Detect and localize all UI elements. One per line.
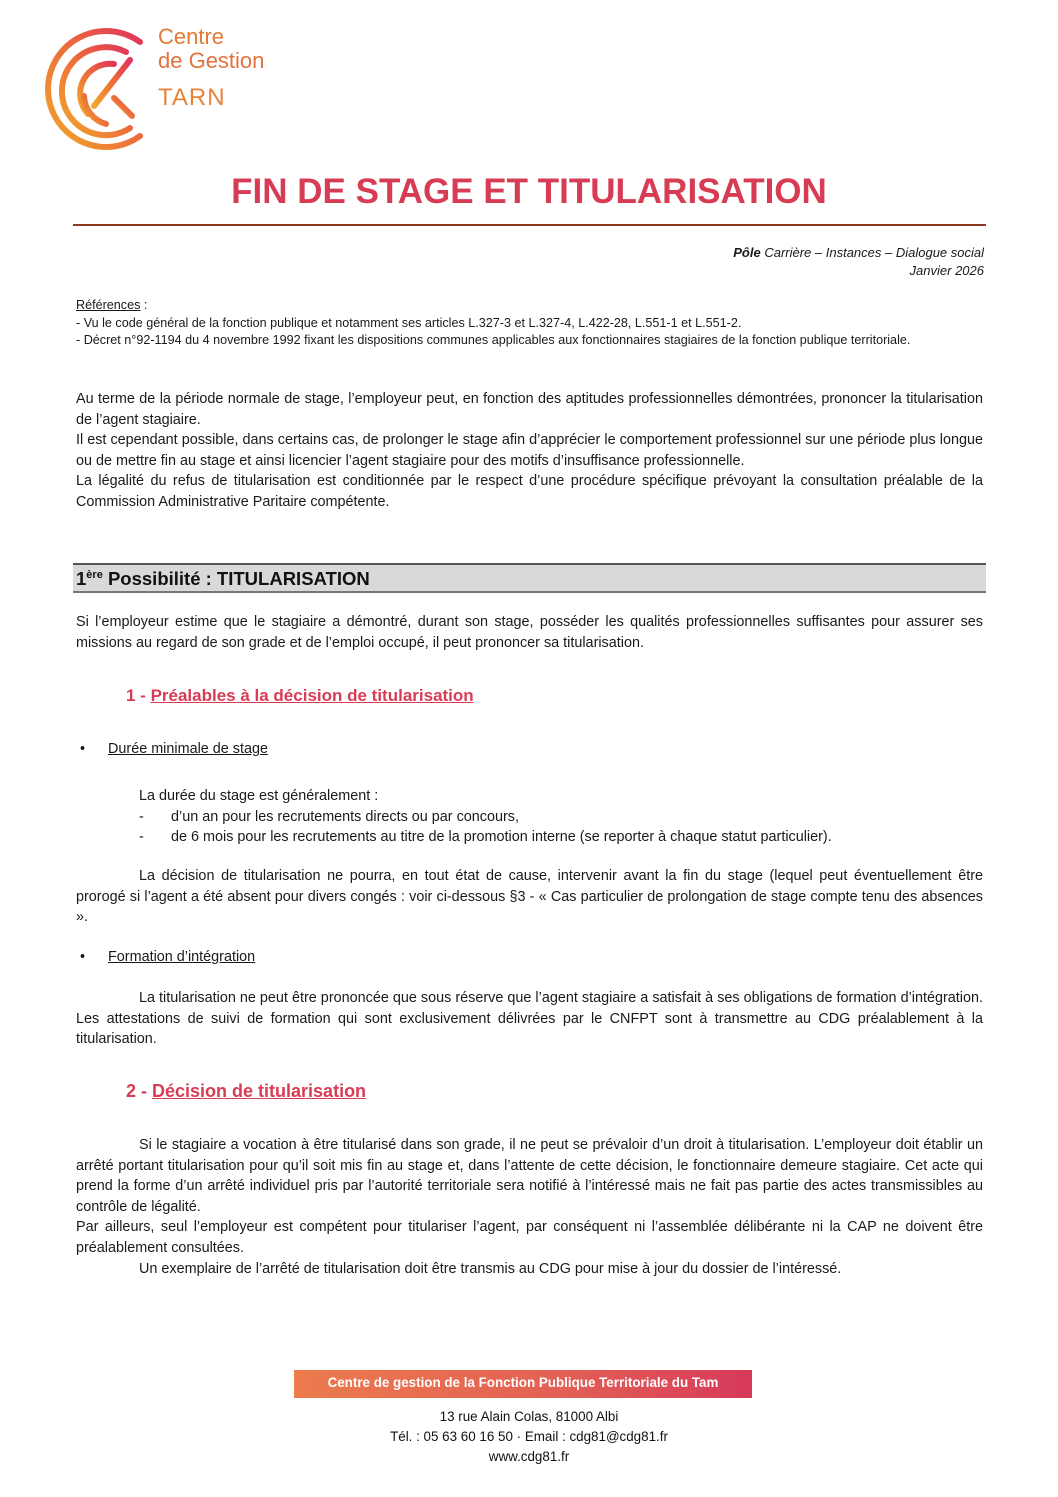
- pole-name: Carrière – Instances – Dialogue social: [760, 245, 984, 260]
- bullet-icon: •: [80, 741, 86, 757]
- logo-line-1: Centre: [158, 24, 225, 49]
- logo-c-emblem-icon: [44, 24, 154, 152]
- dash-icon: -: [139, 808, 144, 825]
- duration-lead: La durée du stage est généralement :: [139, 788, 379, 804]
- bullet-duree-minimale: [80, 741, 268, 757]
- duration-note-text: La décision de titularisation ne pourra, en tout état de cause, intervenir avant la fin du stage (lequel peut éventuellement être prorogé si l’agent a été absent pour divers congés : voir ci-dessous §3 - « Cas particulier de prolongation de stage compte tenu des absences ».: [76, 868, 983, 926]
- duration-item: d’un an pour les recrutements directs ou par concours,: [171, 808, 519, 825]
- logo: [44, 24, 294, 154]
- subheading-decision: [126, 1081, 366, 1102]
- reference-item: - Décret n°92-1194 du 4 novembre 1992 fixant les dispositions communes applicables aux fonctionnaires stagiaires de la fonction publique territoriale.: [76, 333, 911, 347]
- references-heading-colon: :: [140, 298, 148, 312]
- title-divider: [73, 224, 986, 226]
- intro-paragraph: La légalité du refus de titularisation est conditionnée par le respect d’une procédure spécifique prévoyant la consultation préalable de la Commission Administrative Paritaire compétente.: [76, 473, 983, 510]
- footer-website-link[interactable]: www.cdg81.fr: [488, 1449, 570, 1464]
- footer-organization: Centre de gestion de la Fonction Publique Territoriale du Tam: [327, 1375, 719, 1390]
- section-heading-titularisation: [73, 563, 986, 593]
- section-intro-text: Si l’employeur estime que le stagiaire a démontré, durant son stage, posséder les qualités professionnelles suffisantes pour assurer ses missions au regard de son grade et de l’emploi occupé, il peut prononcer sa titularisation.: [76, 614, 983, 651]
- bullet-icon: •: [80, 949, 86, 965]
- section-title: Possibilité : TITULARISATION: [102, 568, 370, 589]
- footer-banner: [294, 1370, 752, 1398]
- intro-paragraph: Au terme de la période normale de stage, l’employeur peut, en fonction des aptitudes professionnelles démontrées, prononcer la titularisation de l’agent stagiaire.: [76, 391, 983, 428]
- subheading-title: Préalables à la décision de titularisation: [150, 686, 474, 705]
- dash-icon: -: [139, 829, 144, 846]
- formation-text: [76, 988, 983, 1050]
- subheading-number: 2 -: [126, 1081, 153, 1101]
- reference-item: - Vu le code général de la fonction publique et notamment ses articles L.327-3 et L.327-4, L.422-28, L.551-1 et L.551-2.: [76, 315, 742, 330]
- decision-block: [76, 1135, 983, 1279]
- duration-list: [139, 786, 983, 848]
- references-block: [76, 297, 983, 350]
- references-heading: Références: [76, 298, 141, 312]
- bullet-label: Formation d’intégration: [108, 949, 256, 965]
- document-date: Janvier 2026: [909, 263, 984, 278]
- section-number: 1: [76, 568, 87, 589]
- duration-item: de 6 mois pour les recrutements au titre de la promotion interne (se reporter à chaque statut particulier).: [171, 829, 832, 846]
- logo-line-3: TARN: [158, 84, 226, 111]
- pole-label: Pôle: [733, 245, 761, 260]
- footer-address: 13 rue Alain Colas, 81000 Albi: [439, 1409, 619, 1424]
- bullet-formation-integration: [80, 949, 255, 965]
- subheading-prealables: [126, 686, 474, 706]
- footer-phone-email: Tél. : 05 63 60 16 50 · Email : cdg81@cdg81.fr: [390, 1429, 668, 1444]
- formation-text-content: La titularisation ne peut être prononcée que sous réserve que l’agent stagiaire a satisfait à ses obligations de formation d’intégration. Les attestations de suivi de formation qui sont exclusivement délivrées par le CNFPT sont à transmettre au CDG préalablement à la titularisation.: [76, 990, 983, 1048]
- department-info: [733, 244, 984, 280]
- intro-paragraph: Il est cependant possible, dans certains cas, de prolonger le stage afin d’apprécier le comportement professionnel sur une période plus longue ou de mettre fin au stage et ainsi licencier l’agent stagiaire pour des motifs d’insuffisance professionnelle.: [76, 432, 983, 469]
- decision-paragraph: Un exemplaire de l’arrêté de titularisation doit être transmis au CDG pour mise à jour du dossier de l’intéressé.: [139, 1260, 842, 1277]
- decision-paragraph: Par ailleurs, seul l’employeur est compétent pour titulariser l’agent, par conséquent ni l’assemblée délibérante ni la CAP ne doivent être préalablement consultées.: [76, 1219, 983, 1256]
- document-title: FIN DE STAGE ET TITULARISATION: [231, 172, 827, 211]
- footer-contact: [0, 1407, 1058, 1467]
- logo-wordmark: [158, 26, 264, 110]
- decision-paragraph: Si le stagiaire a vocation à être titularisé dans son grade, il ne peut se prévaloir d’un droit à titularisation. L’employeur doit établir un arrêté portant titularisation pour qu’il soit mis fin au stage et, dans l’attente de cette décision, le fonctionnaire demeure stagiaire. Cet acte qui prend la forme d’un arrêté individuel pris par l’autorité territoriale sera notifié à l’intéressé mais ne fait pas partie des actes transmissibles au contrôle de légalité.: [76, 1137, 983, 1215]
- subheading-title: Décision de titularisation: [152, 1081, 367, 1101]
- duration-note: [76, 866, 983, 928]
- subheading-number: 1 -: [126, 686, 151, 705]
- section-intro: [76, 612, 983, 653]
- intro-block: [76, 389, 983, 513]
- section-number-suffix: ère: [86, 569, 103, 581]
- bullet-label: Durée minimale de stage: [108, 741, 268, 757]
- logo-line-2: de Gestion: [158, 48, 265, 73]
